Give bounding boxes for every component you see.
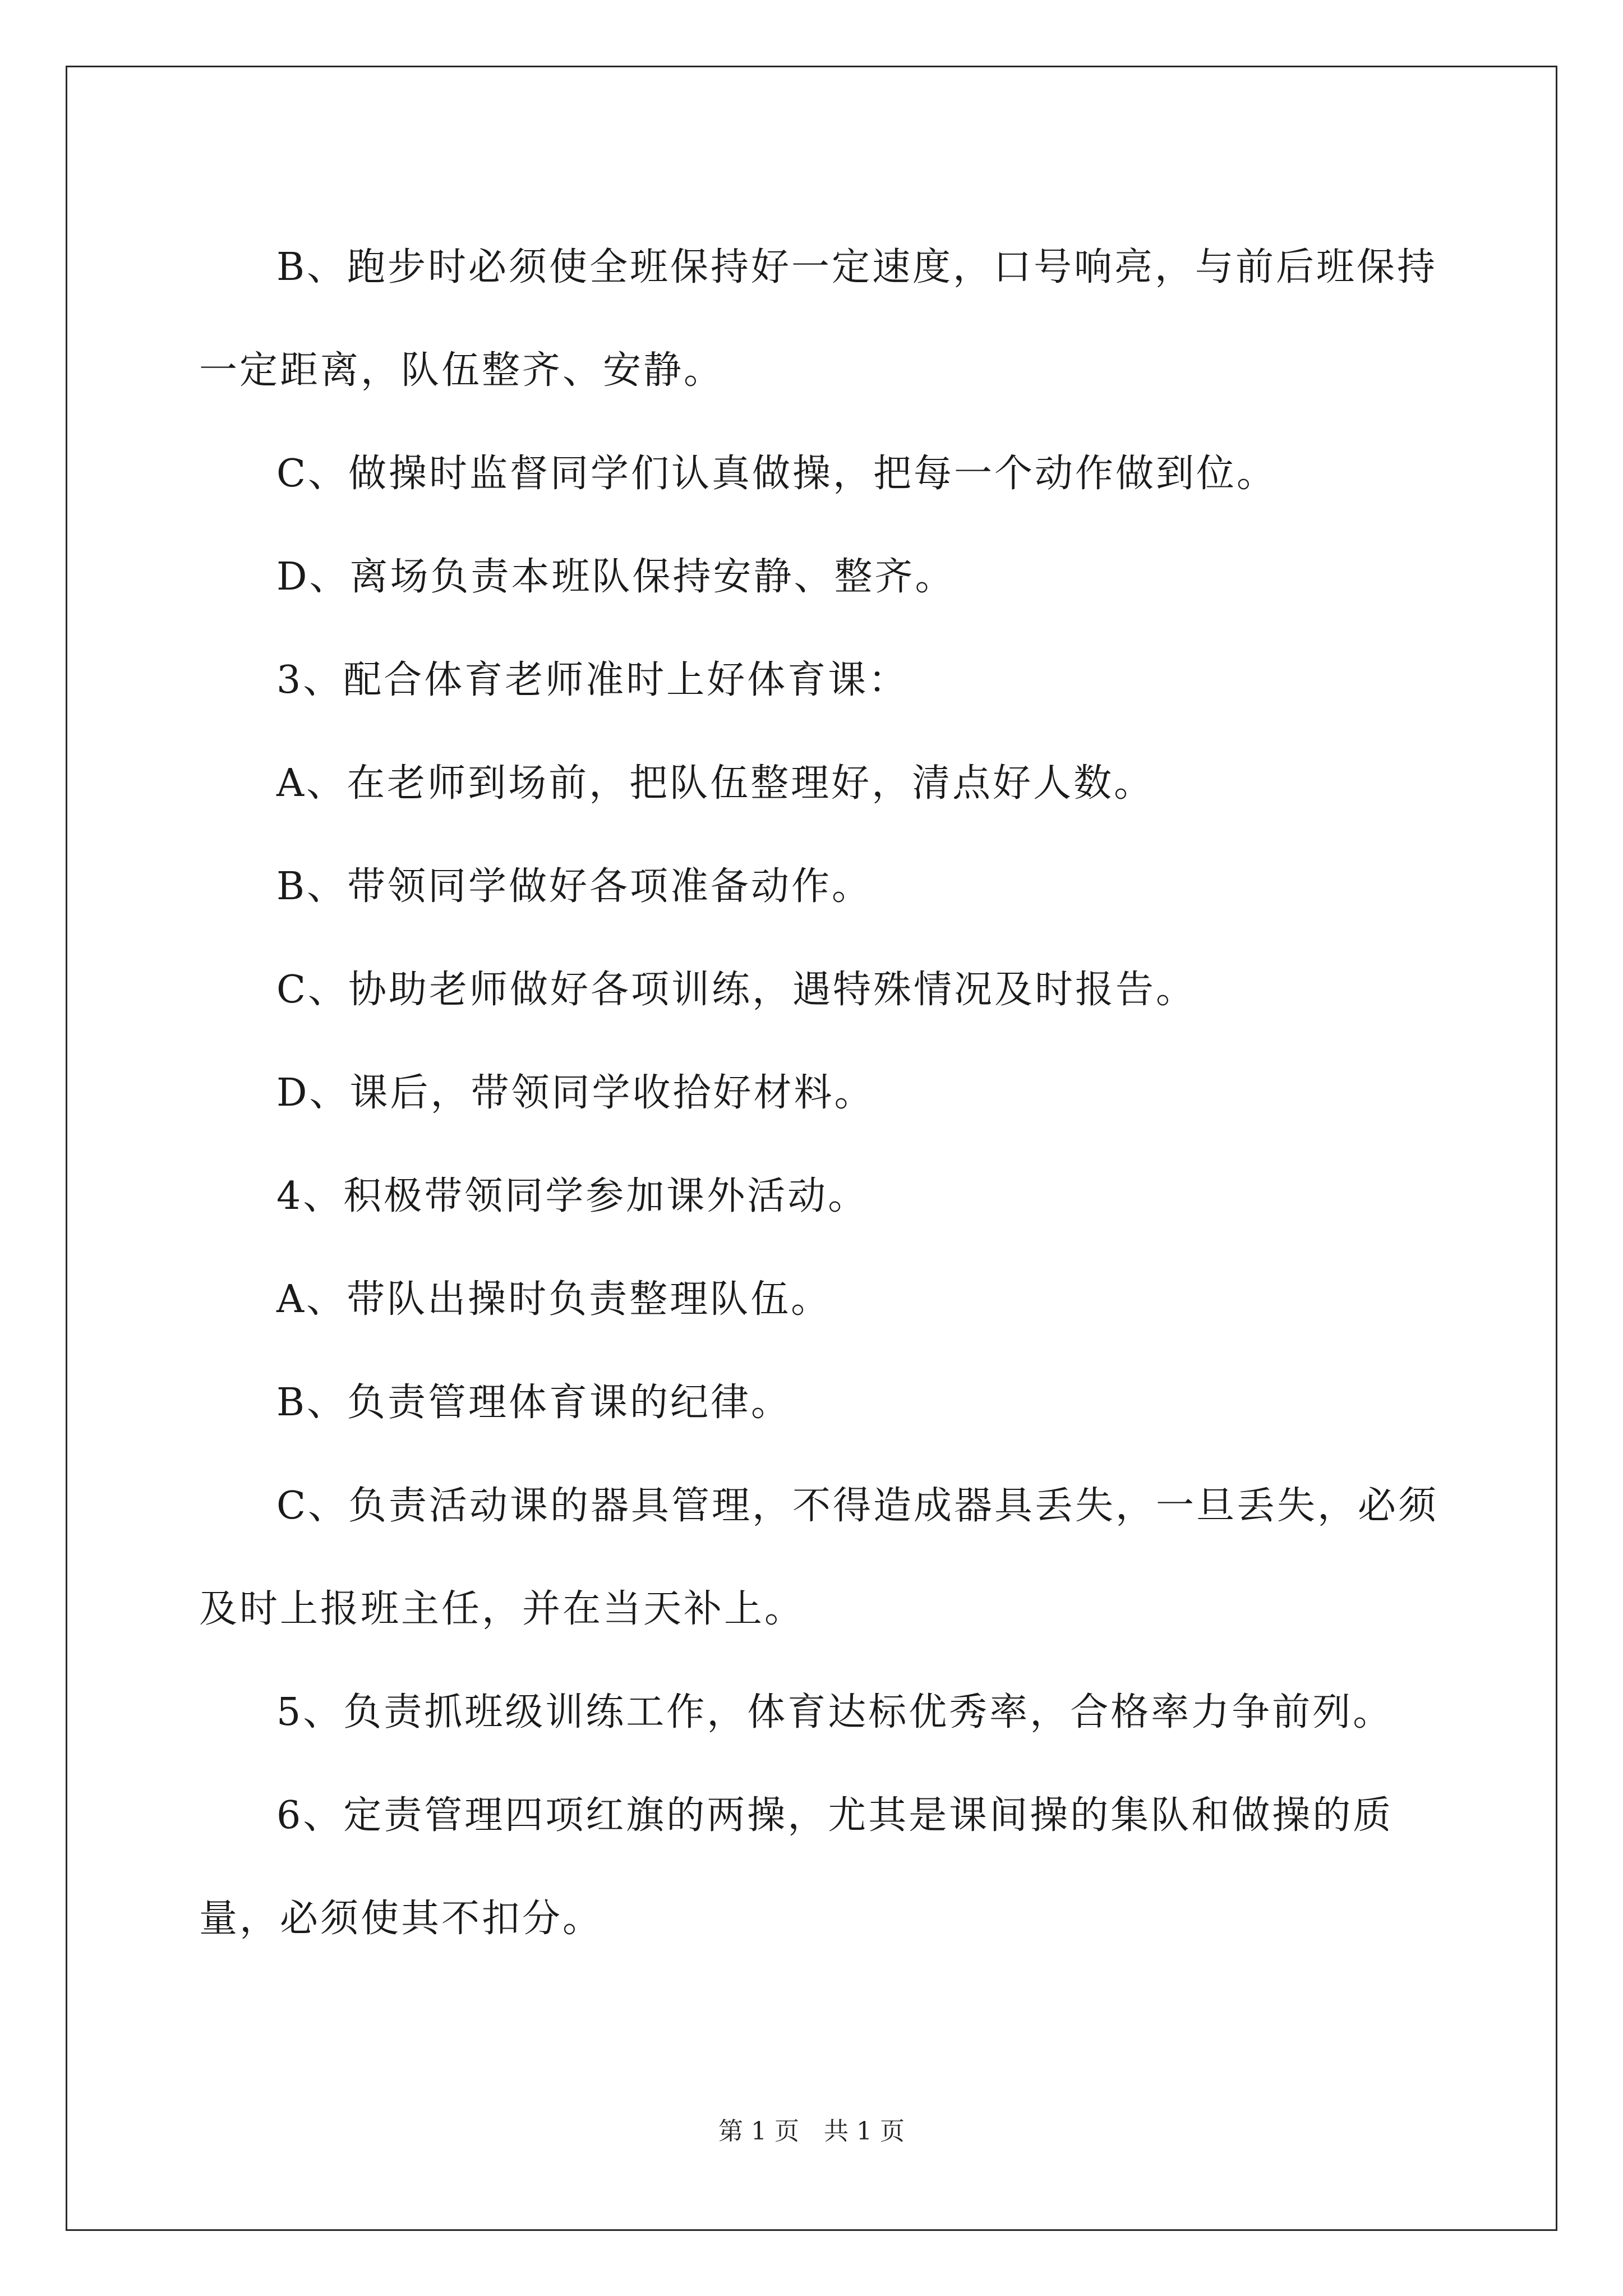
- paragraph: B、跑步时必须使全班保持好一定速度，口号响亮，与前后班保持一定距离，队伍整齐、安静。: [199, 245, 1437, 393]
- paragraph: C、负责活动课的器具管理，不得造成器具丢失，一旦丢失，必须及时上报班主任，并在当天补上。: [199, 1484, 1439, 1631]
- paragraph: D、课后，带领同学收拾好材料。: [276, 1071, 875, 1115]
- page-number-footer: 第 1 页 共 1 页: [718, 2117, 905, 2146]
- paragraph: B、负责管理体育课的纪律。: [276, 1381, 791, 1425]
- paragraph: 5、负责抓班级训练工作，体育达标优秀率，合格率力争前列。: [276, 1690, 1394, 1734]
- paragraph: A、在老师到场前，把队伍整理好，清点好人数。: [276, 761, 1155, 806]
- paragraph: A、带队出操时负责整理队伍。: [276, 1277, 832, 1322]
- paragraph: C、做操时监督同学们认真做操，把每一个动作做到位。: [276, 452, 1278, 496]
- paragraph: B、带领同学做好各项准备动作。: [276, 864, 872, 909]
- paragraph: C、协助老师做好各项训练，遇特殊情况及时报告。: [276, 968, 1197, 1012]
- paragraph: 3、配合体育老师准时上好体育课：: [276, 658, 909, 702]
- paragraph: D、离场负责本班队保持安静、整齐。: [276, 555, 956, 599]
- document-body: [199, 216, 1455, 1971]
- paragraph: 4、积极带领同学参加课外活动。: [276, 1174, 869, 1218]
- paragraph: 6、定责管理四项红旗的两操，尤其是课间操的集队和做操的质量，必须使其不扣分。: [199, 1793, 1394, 1941]
